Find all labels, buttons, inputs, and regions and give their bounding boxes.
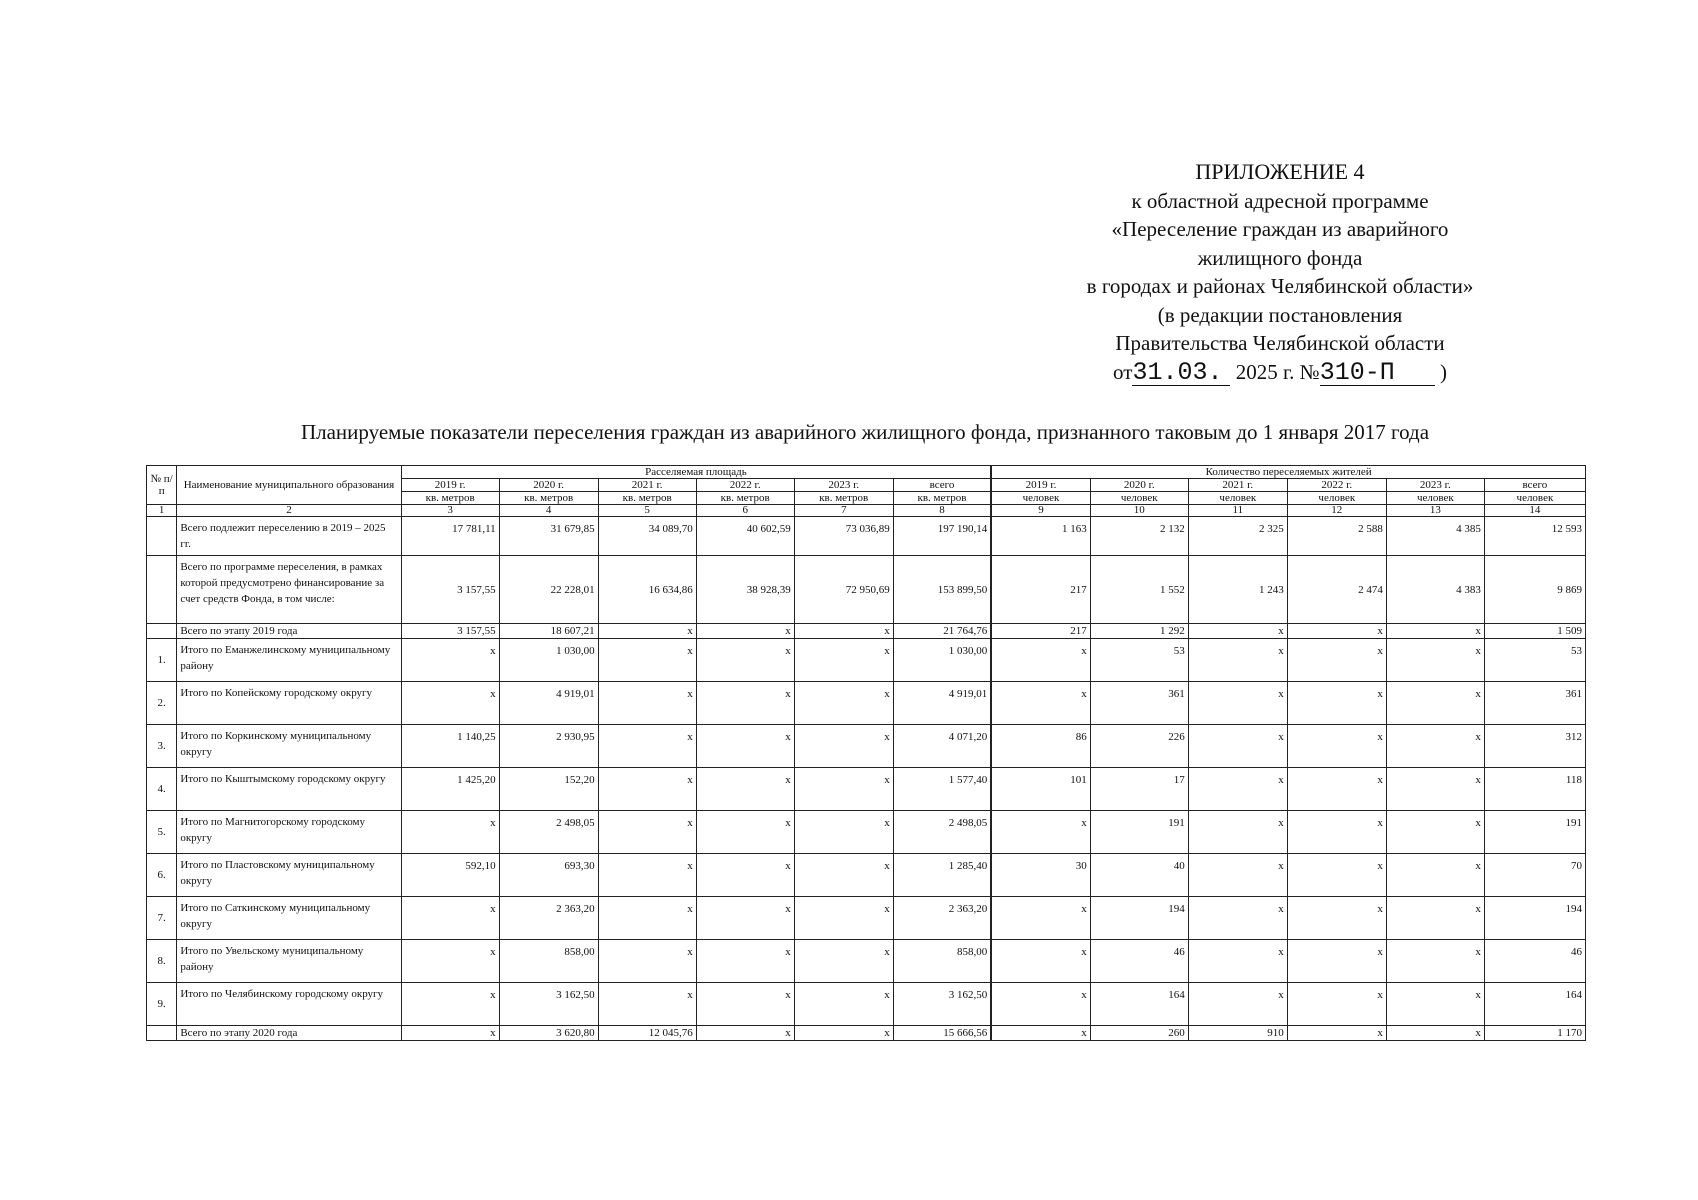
table-cell: 191 xyxy=(1090,811,1188,854)
table-cell: 21 764,76 xyxy=(893,624,991,639)
table-cell: x xyxy=(1287,624,1386,639)
table-cell: x xyxy=(991,983,1090,1026)
table-cell: 1 243 xyxy=(1188,556,1287,624)
row-number xyxy=(147,556,177,624)
table-cell: 2 498,05 xyxy=(499,811,598,854)
municipality-name: Итого по Челябинскому городскому округу xyxy=(177,983,401,1026)
table-cell: x xyxy=(794,639,893,682)
table-row xyxy=(147,1026,1586,1041)
table-row xyxy=(147,768,1586,811)
table-cell: 153 899,50 xyxy=(893,556,991,624)
row-number: 2. xyxy=(147,682,177,725)
table-cell: x xyxy=(598,725,696,768)
table-cell: 858,00 xyxy=(499,940,598,983)
municipality-name: Итого по Кыштымскому городскому округу xyxy=(177,768,401,811)
row-number: 9. xyxy=(147,983,177,1026)
header-line: (в редакции постановления xyxy=(1157,302,1403,327)
table-cell: x xyxy=(1287,811,1386,854)
table-cell: x xyxy=(1386,768,1484,811)
table-cell: x xyxy=(1188,897,1287,940)
table-cell: 260 xyxy=(1090,1026,1188,1041)
header-year: 2022 г. xyxy=(1287,479,1386,492)
table-cell: x xyxy=(1188,768,1287,811)
table-cell: 73 036,89 xyxy=(794,517,893,556)
header-year: 2023 г. xyxy=(1386,479,1484,492)
table-cell: x xyxy=(696,983,794,1026)
table-cell: x xyxy=(401,682,499,725)
table-cell: x xyxy=(1386,1026,1484,1041)
table-cell: x xyxy=(1287,682,1386,725)
header-unit: человек xyxy=(1484,492,1585,505)
header-no: № п/п xyxy=(147,466,177,505)
column-number: 7 xyxy=(794,505,893,517)
municipality-name: Итого по Пластовскому муниципальному округу xyxy=(177,854,401,897)
table-cell: 40 xyxy=(1090,854,1188,897)
table-cell: 4 071,20 xyxy=(893,725,991,768)
table-cell: 16 634,86 xyxy=(598,556,696,624)
table-cell: 53 xyxy=(1484,639,1585,682)
table-cell: 30 xyxy=(991,854,1090,897)
table-cell: 152,20 xyxy=(499,768,598,811)
table-cell: x xyxy=(401,940,499,983)
column-number: 4 xyxy=(499,505,598,517)
header-unit: кв. метров xyxy=(598,492,696,505)
table-cell: x xyxy=(1287,1026,1386,1041)
table-row xyxy=(147,517,1586,556)
header-people-group: Количество переселяемых жителей xyxy=(991,466,1585,479)
municipality-name: Итого по Увельскому муниципальному району xyxy=(177,940,401,983)
table-cell: x xyxy=(1386,983,1484,1026)
table-cell: x xyxy=(401,639,499,682)
column-number: 12 xyxy=(1287,505,1386,517)
header-year: всего xyxy=(893,479,991,492)
table-cell: 592,10 xyxy=(401,854,499,897)
table-cell: x xyxy=(1188,983,1287,1026)
table-cell: 3 162,50 xyxy=(893,983,991,1026)
column-number: 5 xyxy=(598,505,696,517)
row-number: 8. xyxy=(147,940,177,983)
table-cell: x xyxy=(1386,811,1484,854)
table-cell: 12 593 xyxy=(1484,517,1585,556)
table-cell: x xyxy=(1386,725,1484,768)
table-cell: x xyxy=(991,811,1090,854)
table-cell: 1 509 xyxy=(1484,624,1585,639)
table-cell: x xyxy=(696,897,794,940)
table-cell: x xyxy=(991,682,1090,725)
header-unit: человек xyxy=(1090,492,1188,505)
header-unit: кв. метров xyxy=(401,492,499,505)
header-unit: кв. метров xyxy=(893,492,991,505)
table-cell: x xyxy=(696,811,794,854)
table-cell: 1 030,00 xyxy=(499,639,598,682)
table-cell: 2 325 xyxy=(1188,517,1287,556)
table-cell: x xyxy=(1386,682,1484,725)
table-cell: x xyxy=(598,897,696,940)
table-cell: x xyxy=(696,682,794,725)
table-cell: 2 474 xyxy=(1287,556,1386,624)
table-cell: x xyxy=(401,811,499,854)
table-cell: 4 383 xyxy=(1386,556,1484,624)
table-cell: x xyxy=(598,624,696,639)
column-number: 8 xyxy=(893,505,991,517)
column-number: 1 xyxy=(147,505,177,517)
decree-suffix: ) xyxy=(1439,359,1447,384)
table-cell: 4 919,01 xyxy=(499,682,598,725)
table-row xyxy=(147,725,1586,768)
table-cell: x xyxy=(1287,639,1386,682)
table-cell: x xyxy=(1188,725,1287,768)
municipality-name: Всего подлежит переселению в 2019 – 2025 гг. xyxy=(177,517,401,556)
table-cell: 46 xyxy=(1090,940,1188,983)
header-unit: кв. метров xyxy=(499,492,598,505)
table-cell: x xyxy=(794,624,893,639)
table-cell: x xyxy=(1188,639,1287,682)
header-year: 2020 г. xyxy=(1090,479,1188,492)
table-cell: x xyxy=(991,1026,1090,1041)
column-number: 9 xyxy=(991,505,1090,517)
table-cell: x xyxy=(696,624,794,639)
column-number: 2 xyxy=(177,505,401,517)
table-cell: x xyxy=(598,811,696,854)
table-cell: 1 292 xyxy=(1090,624,1188,639)
table-cell: x xyxy=(696,725,794,768)
table-cell: x xyxy=(696,768,794,811)
table-cell: 18 607,21 xyxy=(499,624,598,639)
column-number: 14 xyxy=(1484,505,1585,517)
municipality-name: Итого по Копейскому городскому округу xyxy=(177,682,401,725)
table-row xyxy=(147,940,1586,983)
table-cell: 17 xyxy=(1090,768,1188,811)
table-cell: 40 602,59 xyxy=(696,517,794,556)
row-number xyxy=(147,624,177,639)
table-cell: 1 140,25 xyxy=(401,725,499,768)
header-year: 2020 г. xyxy=(499,479,598,492)
table-cell: x xyxy=(598,854,696,897)
table-cell: 4 385 xyxy=(1386,517,1484,556)
decree-date: 31.03. xyxy=(1132,361,1230,386)
table-cell: x xyxy=(991,940,1090,983)
table-cell: 1 552 xyxy=(1090,556,1188,624)
header-year: 2022 г. xyxy=(696,479,794,492)
table-cell: x xyxy=(598,768,696,811)
document-header xyxy=(1000,158,1560,386)
table-row xyxy=(147,897,1586,940)
table-cell: x xyxy=(794,811,893,854)
column-number: 11 xyxy=(1188,505,1287,517)
table-cell: 312 xyxy=(1484,725,1585,768)
column-number: 6 xyxy=(696,505,794,517)
table-cell: 2 498,05 xyxy=(893,811,991,854)
table-cell: 1 163 xyxy=(991,517,1090,556)
table-cell: x xyxy=(794,940,893,983)
row-number: 7. xyxy=(147,897,177,940)
table-cell: x xyxy=(401,983,499,1026)
header-line: в городах и районах Челябинской области» xyxy=(1086,274,1474,298)
table-cell: x xyxy=(1287,897,1386,940)
header-year: 2019 г. xyxy=(991,479,1090,492)
row-number xyxy=(147,1026,177,1041)
table-cell: 361 xyxy=(1484,682,1585,725)
decree-prefix: от xyxy=(1113,359,1133,384)
table-cell: 4 919,01 xyxy=(893,682,991,725)
table-cell: x xyxy=(794,725,893,768)
table-cell: 101 xyxy=(991,768,1090,811)
table-cell: 693,30 xyxy=(499,854,598,897)
header-name: Наименование муниципального образования xyxy=(177,466,401,505)
table-cell: x xyxy=(1386,854,1484,897)
municipality-name: Итого по Магнитогорскому городскому округу xyxy=(177,811,401,854)
table-cell: 1 285,40 xyxy=(893,854,991,897)
table-row xyxy=(147,624,1586,639)
decree-number: 310-П xyxy=(1320,361,1435,386)
header-line: «Переселение граждан из аварийного xyxy=(1111,217,1449,241)
header-area-group: Расселяемая площадь xyxy=(401,466,991,479)
table-cell: x xyxy=(794,897,893,940)
table-cell: 17 781,11 xyxy=(401,517,499,556)
table-cell: 1 577,40 xyxy=(893,768,991,811)
header-unit: человек xyxy=(1287,492,1386,505)
appendix-title: ПРИЛОЖЕНИЕ 4 xyxy=(1195,159,1365,184)
row-number: 3. xyxy=(147,725,177,768)
table-cell: 164 xyxy=(1090,983,1188,1026)
municipality-name: Всего по этапу 2019 года xyxy=(177,624,401,639)
header-year: всего xyxy=(1484,479,1585,492)
table-cell: x xyxy=(794,768,893,811)
table-cell: 2 588 xyxy=(1287,517,1386,556)
table-cell: x xyxy=(1188,940,1287,983)
table-cell: x xyxy=(598,639,696,682)
table-cell: 2 930,95 xyxy=(499,725,598,768)
table-row xyxy=(147,556,1586,624)
header-unit: кв. метров xyxy=(794,492,893,505)
table-cell: x xyxy=(1386,624,1484,639)
row-number: 6. xyxy=(147,854,177,897)
table-cell: x xyxy=(1287,768,1386,811)
table-cell: 194 xyxy=(1484,897,1585,940)
table-cell: x xyxy=(1188,854,1287,897)
table-cell: 86 xyxy=(991,725,1090,768)
table-cell: x xyxy=(1386,897,1484,940)
municipality-name: Итого по Еманжелинскому муниципальному району xyxy=(177,639,401,682)
table-cell: 118 xyxy=(1484,768,1585,811)
table-cell: 72 950,69 xyxy=(794,556,893,624)
table-cell: 34 089,70 xyxy=(598,517,696,556)
table-cell: x xyxy=(696,639,794,682)
table-cell: x xyxy=(794,983,893,1026)
table-cell: x xyxy=(1287,725,1386,768)
table-cell: 361 xyxy=(1090,682,1188,725)
table-cell: x xyxy=(1188,624,1287,639)
header-unit: человек xyxy=(991,492,1090,505)
header-year: 2021 г. xyxy=(598,479,696,492)
table-cell: 3 157,55 xyxy=(401,624,499,639)
table-row xyxy=(147,854,1586,897)
municipality-name: Итого по Саткинскому муниципальному округу xyxy=(177,897,401,940)
resettlement-table xyxy=(146,465,1586,1041)
table-cell: x xyxy=(1386,639,1484,682)
table-cell: x xyxy=(1287,983,1386,1026)
table-caption: Планируемые показатели переселения граждан из аварийного жилищного фонда, признанного таковым до 1 января 2017 года xyxy=(300,420,1430,444)
table-cell: x xyxy=(1188,682,1287,725)
table-row xyxy=(147,983,1586,1026)
table-cell: 226 xyxy=(1090,725,1188,768)
table-cell: x xyxy=(991,897,1090,940)
decree-year: 2025 г. № xyxy=(1235,359,1320,384)
header-line: Правительства Челябинской области xyxy=(1115,331,1445,355)
header-unit: кв. метров xyxy=(696,492,794,505)
header-line: к областной адресной программе xyxy=(1131,188,1429,213)
table-cell: 2 132 xyxy=(1090,517,1188,556)
header-year: 2019 г. xyxy=(401,479,499,492)
table-cell: x xyxy=(1287,940,1386,983)
table-cell: 3 162,50 xyxy=(499,983,598,1026)
decree-line xyxy=(1000,358,1560,387)
table-cell: 217 xyxy=(991,556,1090,624)
table-cell: x xyxy=(1287,854,1386,897)
table-cell: 1 030,00 xyxy=(893,639,991,682)
table-cell: x xyxy=(598,983,696,1026)
table-cell: 1 425,20 xyxy=(401,768,499,811)
table-cell: 2 363,20 xyxy=(893,897,991,940)
table-cell: 3 620,80 xyxy=(499,1026,598,1041)
table-cell: 53 xyxy=(1090,639,1188,682)
table-cell: x xyxy=(1386,940,1484,983)
table-cell: x xyxy=(598,682,696,725)
table-cell: x xyxy=(598,940,696,983)
municipality-name: Всего по этапу 2020 года xyxy=(177,1026,401,1041)
table-cell: 164 xyxy=(1484,983,1585,1026)
table-cell: 217 xyxy=(991,624,1090,639)
table-cell: x xyxy=(794,1026,893,1041)
table-cell: 910 xyxy=(1188,1026,1287,1041)
header-unit: человек xyxy=(1386,492,1484,505)
table-cell: 3 157,55 xyxy=(401,556,499,624)
table-cell: 858,00 xyxy=(893,940,991,983)
table-cell: 46 xyxy=(1484,940,1585,983)
header-unit: человек xyxy=(1188,492,1287,505)
table-row xyxy=(147,811,1586,854)
column-number: 10 xyxy=(1090,505,1188,517)
table-cell: 31 679,85 xyxy=(499,517,598,556)
column-number: 3 xyxy=(401,505,499,517)
table-cell: 12 045,76 xyxy=(598,1026,696,1041)
table-cell: 194 xyxy=(1090,897,1188,940)
table-row xyxy=(147,682,1586,725)
table-cell: x xyxy=(401,1026,499,1041)
header-year: 2021 г. xyxy=(1188,479,1287,492)
table-cell: x xyxy=(696,1026,794,1041)
table-cell: 22 228,01 xyxy=(499,556,598,624)
table-cell: x xyxy=(794,682,893,725)
row-number: 4. xyxy=(147,768,177,811)
header-line: жилищного фонда xyxy=(1197,245,1363,270)
table-cell: 197 190,14 xyxy=(893,517,991,556)
table-cell: 70 xyxy=(1484,854,1585,897)
table-cell: x xyxy=(794,854,893,897)
table-cell: x xyxy=(1188,811,1287,854)
table-cell: x xyxy=(991,639,1090,682)
table-cell: x xyxy=(696,854,794,897)
row-number: 1. xyxy=(147,639,177,682)
municipality-name: Всего по программе переселения, в рамках которой предусмотрено финансирование за счет средств Фонда, в том числе: xyxy=(177,556,401,624)
table-cell: x xyxy=(696,940,794,983)
table-cell: x xyxy=(401,897,499,940)
row-number xyxy=(147,517,177,556)
table-cell: 9 869 xyxy=(1484,556,1585,624)
column-number-row xyxy=(147,505,1586,517)
municipality-name: Итого по Коркинскому муниципальному округу xyxy=(177,725,401,768)
table-cell: 1 170 xyxy=(1484,1026,1585,1041)
table-cell: 15 666,56 xyxy=(893,1026,991,1041)
table-cell: 38 928,39 xyxy=(696,556,794,624)
header-year: 2023 г. xyxy=(794,479,893,492)
row-number: 5. xyxy=(147,811,177,854)
table-cell: 2 363,20 xyxy=(499,897,598,940)
column-number: 13 xyxy=(1386,505,1484,517)
table-row xyxy=(147,639,1586,682)
table-cell: 191 xyxy=(1484,811,1585,854)
